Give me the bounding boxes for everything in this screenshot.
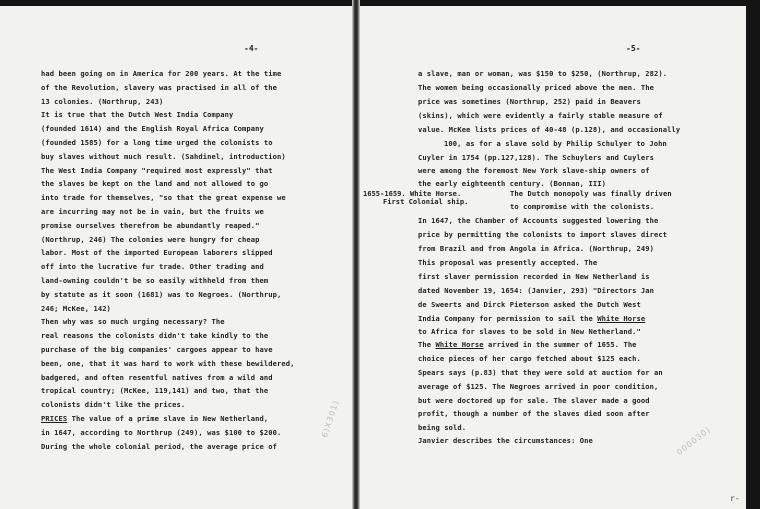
text-line: land-owning couldn't be so easily withheld from them [41, 276, 269, 285]
text-line: dated November 19, 1654: (Janvier, 293) "Directors Jan [418, 286, 655, 295]
text-line: choice pieces of her cargo fetched about $125 each. [418, 354, 641, 363]
text-line: 246; McKee, 142) [41, 303, 111, 313]
text-line: in 1647, according to Northrup (249), was $100 to $200. [41, 427, 282, 437]
text-line: profit, though a number of the slaves died soon after [418, 409, 650, 418]
text-line: are incurring may not be in vain, but the fruits we [41, 207, 264, 216]
text-line: into trade for themselves, "so that the great expense we [41, 193, 286, 203]
text-line: by statute as it soon (1681) was to Negroes. (Northrup, [41, 289, 282, 299]
text-line: 13 colonies. (Northrup, 243) [41, 96, 164, 106]
text-line: promise ourselves therefrom be abundantly reaped." [41, 220, 260, 230]
text-line: to compromise with the colonists. [510, 202, 655, 211]
text-line: (Northrup, 246) The colonies were hungry for cheap [41, 234, 260, 244]
text-line: real reasons the colonists didn't take kindly to the [41, 331, 269, 341]
text-line: being sold. [418, 423, 467, 432]
text-line: It is true that the Dutch West India Company [41, 110, 234, 120]
text-line: badgered, and often resentful natives from a wild and [41, 372, 273, 382]
text-line: had been going on in America for 200 years. At the time [41, 69, 282, 78]
text-line: The women being occasionally priced above the men. The [418, 83, 655, 92]
text-line: In 1647, the Chamber of Accounts suggested lowering the [418, 216, 659, 225]
scan-border-right [746, 0, 760, 509]
text-line: purchase of the big companies' cargoes appear to have [41, 345, 273, 354]
text-line: but were doctored up for sale. The slaver made a good [418, 396, 650, 405]
margin-note-caption: First Colonial ship. [383, 197, 469, 206]
text-line: been, one, that it was hard to work with these bewildered, [41, 358, 295, 368]
text-line: (founded 1585) for a long time urged the colonists to [41, 138, 273, 147]
text-line: value. McKee lists prices of 40-48 (p.128), and occasionally [418, 125, 681, 134]
text-line: from Brazil and from Angola in Africa. (Northrup, 249) [418, 244, 655, 253]
corner-mark: r- [730, 494, 740, 503]
book-gutter [352, 0, 360, 509]
text-line: the slaves be kept on the land and not allowed to go [41, 179, 269, 189]
text-line: India Company for permission to sail the White Horse [418, 314, 646, 323]
text-line: of the Revolution, slavery was practised in all of the [41, 82, 278, 92]
text-line: During the whole colonial period, the average price of [41, 441, 278, 451]
text-line: tropical country; (McKee, 119,141) and two, that the [41, 386, 269, 396]
text-line: buy slaves without much result. (Sahdinel, introduction) [41, 151, 286, 161]
text-line: (founded 1614) and the English Royal Africa Company [41, 124, 264, 134]
section-heading-prices: PRICES [41, 414, 68, 423]
archive-stamp-right: 000030) [675, 424, 713, 458]
text-line: The Dutch monopoly was finally driven [510, 189, 672, 198]
text-line: The White Horse arrived in the summer of 1655. The [418, 340, 637, 349]
text-line: average of $125. The Negroes arrived in poor condition, [418, 382, 659, 391]
text-line: first slaver permission recorded in New Netherland is [418, 272, 650, 281]
text-line: (skins), which were evidently a fairly stable measure of [418, 111, 663, 120]
text-line: This proposal was presently accepted. The [418, 258, 598, 267]
text-line: off into the lucrative fur trade. Other trading and [41, 262, 264, 272]
page-number: -4- [244, 44, 259, 53]
text-line: PRICES The value of a prime slave in New Netherland, [41, 414, 269, 423]
text-line: 100, as for a slave sold by Philip Schulyer to John [444, 139, 667, 148]
text-line: Janvier describes the circumstances: One [418, 436, 593, 445]
margin-note-date: 1655-1659. White Horse. [363, 189, 462, 198]
page-number: -5- [626, 44, 641, 53]
text-line: to Africa for slaves to be sold in New Netherland." [418, 327, 641, 336]
text-line: The West India Company "required most expressly" that [41, 165, 273, 175]
text-line: price was sometimes (Northrup, 252) paid in Beavers [418, 97, 641, 106]
text-line: colonists didn't like the prices. [41, 400, 186, 410]
text-line: Then why was so much urging necessary? The [41, 317, 225, 327]
right-page [360, 0, 746, 509]
text-line: Spears says (p.83) that they were sold at auction for an [418, 368, 663, 377]
text-line: the early eighteenth century. (Bonnan, III) [418, 179, 606, 188]
text-line: price by permitting the colonists to import slaves direct [418, 230, 668, 239]
text-line: labor. Most of the imported European laborers slipped [41, 248, 273, 258]
text-line: Cuyler in 1754 (pp.127,128). The Schuylers and Cuylers [418, 153, 655, 162]
text-line: were among the foremost New York slave-ship owners of [418, 166, 650, 175]
left-page [0, 0, 352, 509]
text-line: a slave, man or woman, was $150 to $250, (Northrup, 282). [418, 69, 668, 78]
archive-stamp-left: 6)X301) [320, 398, 341, 439]
text-line: de Sweerts and Dirck Pieterson asked the Dutch West [418, 300, 641, 309]
